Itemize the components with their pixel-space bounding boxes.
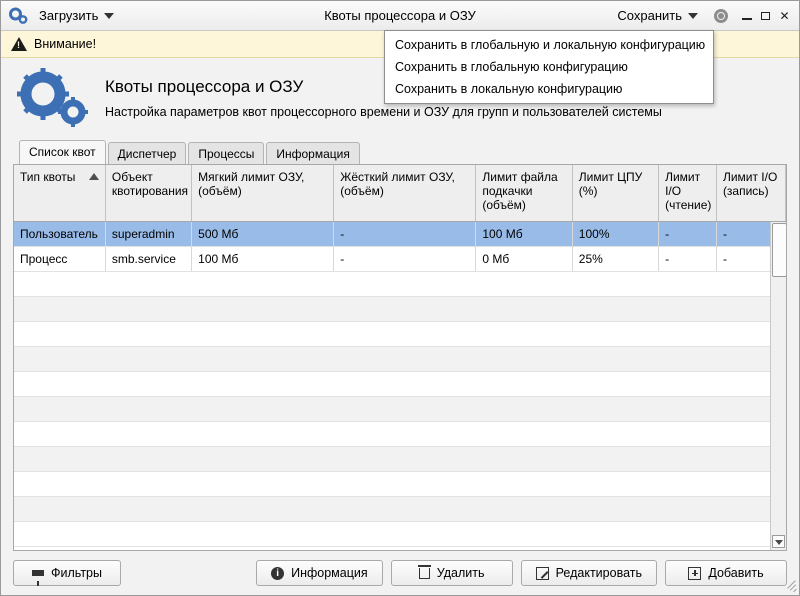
title-bar-left [1, 6, 118, 25]
column-header-swap-limit[interactable]: Лимит файла подкачки (объём) [476, 165, 572, 221]
cell-quota-type: Процесс [14, 246, 105, 271]
load-menu-label: Загрузить [39, 8, 99, 23]
tab-quota-list[interactable]: Список квот [19, 140, 106, 164]
table-row-empty [14, 521, 786, 546]
save-dropdown-menu[interactable] [384, 30, 714, 104]
cell-cpu: 100% [572, 221, 658, 246]
info-button[interactable] [256, 560, 383, 586]
tab-bar [1, 140, 799, 164]
close-icon[interactable]: ✕ [779, 8, 790, 23]
info-label: Информация [291, 566, 368, 580]
delete-label: Удалить [436, 566, 485, 580]
tab-processes[interactable]: Процессы [188, 142, 264, 165]
column-header-hard-ram-limit[interactable]: Жёсткий лимит ОЗУ, (объём) [334, 165, 476, 221]
quota-table [13, 164, 787, 551]
cell-swap: 100 Мб [476, 221, 572, 246]
cell-object: superadmin [105, 221, 191, 246]
title-bar-right [613, 6, 799, 25]
warning-text: Внимание! [34, 37, 97, 51]
save-menu-label: Сохранить [617, 8, 682, 23]
window-title: Квоты процессора и ОЗУ [324, 8, 476, 23]
table-row-empty [14, 271, 786, 296]
cell-io-write: - [716, 221, 785, 246]
cell-soft-ram: 500 Мб [192, 221, 334, 246]
column-header-object[interactable]: Объект квотирования [105, 165, 191, 221]
cell-io-read: - [659, 221, 717, 246]
menu-item-save-global[interactable]: Сохранить в глобальную конфигурацию [395, 60, 628, 74]
gear-icon[interactable] [712, 7, 730, 25]
cell-hard-ram: - [334, 221, 476, 246]
column-header-soft-ram-limit[interactable]: Мягкий лимит ОЗУ, (объём) [192, 165, 334, 221]
bottom-toolbar [1, 551, 799, 595]
title-bar [1, 1, 799, 31]
chevron-down-icon [104, 13, 114, 19]
table-row-empty [14, 321, 786, 346]
table-row-empty [14, 296, 786, 321]
cell-cpu: 25% [572, 246, 658, 271]
edit-label: Редактировать [555, 566, 642, 580]
table-row-empty [14, 496, 786, 521]
trash-icon [419, 568, 430, 579]
cell-hard-ram: - [334, 246, 476, 271]
pencil-icon [536, 567, 549, 580]
funnel-icon [32, 570, 44, 576]
warning-triangle-icon [11, 37, 27, 51]
add-label: Добавить [708, 566, 764, 580]
page-subtitle: Настройка параметров квот процессорного времени и ОЗУ для групп и пользователей системы [105, 105, 662, 119]
column-header-cpu-limit[interactable]: Лимит ЦПУ (%) [572, 165, 658, 221]
table-row-empty [14, 471, 786, 496]
maximize-icon[interactable] [759, 9, 772, 22]
page-title: Квоты процессора и ОЗУ [105, 77, 304, 96]
tab-dispatcher[interactable]: Диспетчер [108, 142, 187, 165]
cell-io-write: - [716, 246, 785, 271]
cell-quota-type: Пользователь [14, 221, 105, 246]
save-menu-button[interactable] [613, 6, 702, 25]
minimize-icon[interactable] [740, 9, 753, 22]
tab-information[interactable]: Информация [266, 142, 359, 165]
cell-soft-ram: 100 Мб [192, 246, 334, 271]
sort-asc-icon [89, 173, 99, 180]
add-button[interactable] [665, 560, 787, 586]
filters-button[interactable] [13, 560, 121, 586]
column-header-io-read[interactable]: Лимит I/O (чтение) [659, 165, 717, 221]
gears-icon [9, 7, 29, 25]
chevron-down-icon[interactable] [772, 535, 785, 548]
table-row-empty [14, 446, 786, 471]
cell-io-read: - [659, 246, 717, 271]
column-header-quota-type[interactable] [14, 165, 105, 221]
delete-button[interactable] [391, 560, 513, 586]
window-controls [740, 9, 791, 22]
cell-swap: 0 Мб [476, 246, 572, 271]
table-row[interactable] [14, 246, 786, 271]
resize-grip[interactable] [785, 581, 797, 593]
table-row-empty [14, 371, 786, 396]
info-icon: i [271, 567, 284, 580]
table-row[interactable] [14, 221, 786, 246]
column-label: Тип квоты [20, 170, 76, 184]
menu-item-save-global-local[interactable]: Сохранить в глобальную и локальную конфигурацию [395, 38, 706, 52]
plus-icon [688, 567, 701, 580]
table-row-empty [14, 421, 786, 446]
table-header-row [14, 165, 786, 221]
chevron-down-icon [688, 13, 698, 19]
load-menu-button[interactable] [35, 6, 118, 25]
table-row-empty [14, 346, 786, 371]
vertical-scrollbar[interactable] [770, 222, 786, 550]
menu-item-save-local[interactable]: Сохранить в локальную конфигурацию [395, 82, 623, 96]
scrollbar-thumb[interactable] [772, 223, 787, 277]
cogs-icon [13, 66, 91, 130]
edit-button[interactable] [521, 560, 657, 586]
cell-object: smb.service [105, 246, 191, 271]
column-header-io-write[interactable]: Лимит I/O (запись) [716, 165, 785, 221]
table-row-empty [14, 396, 786, 421]
filters-label: Фильтры [51, 566, 102, 580]
